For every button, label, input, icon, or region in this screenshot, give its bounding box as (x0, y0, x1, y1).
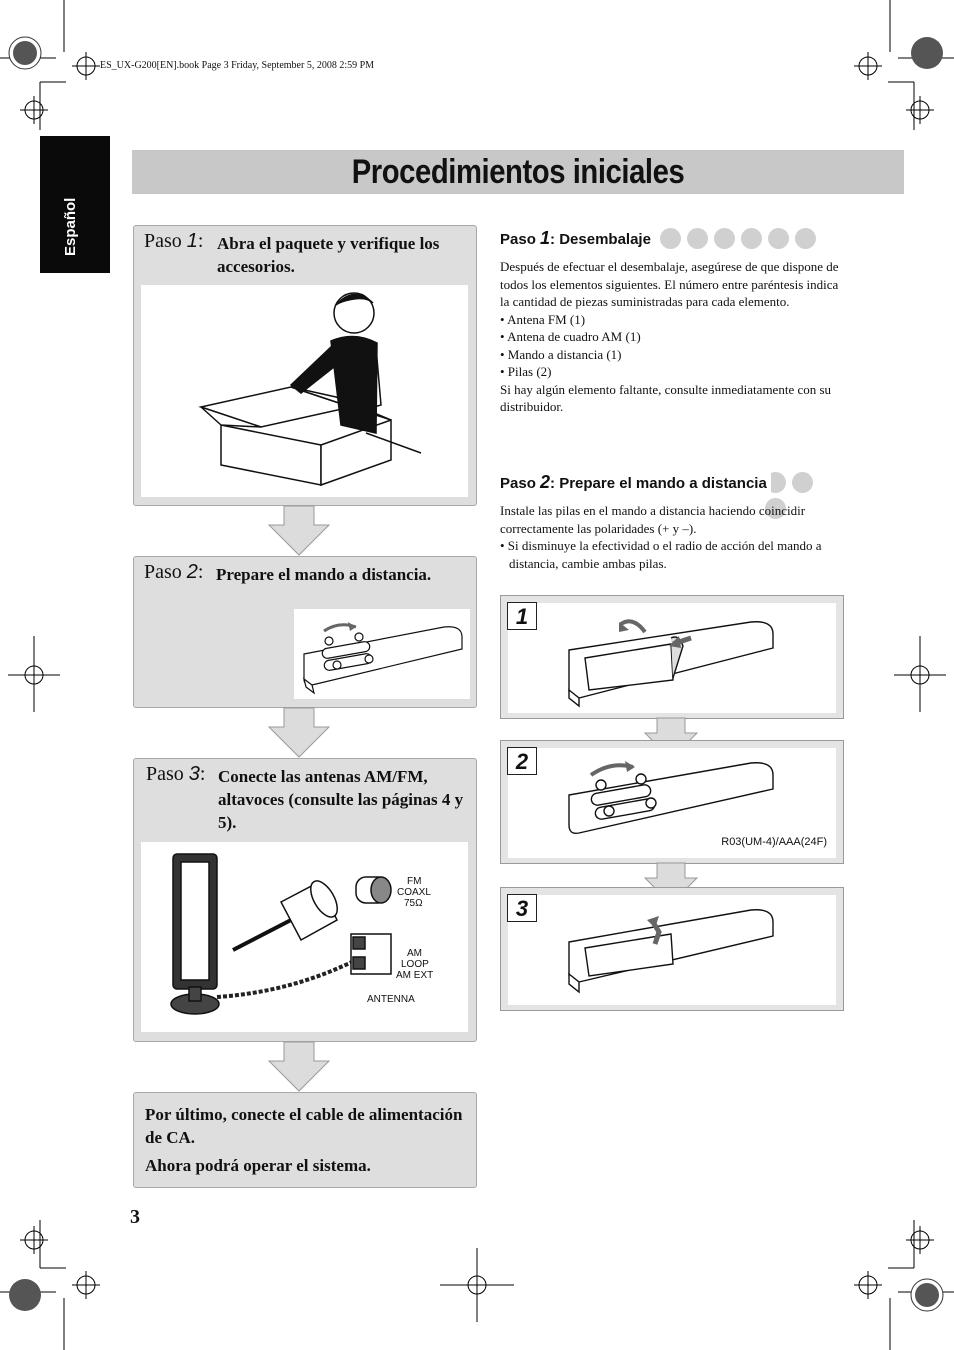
flow-arrow-1 (267, 505, 331, 557)
section-1-heading (500, 226, 845, 252)
unpacking-illustration (141, 285, 468, 497)
flow-step-3 (133, 758, 477, 1042)
label-75-ohm: 75Ω (404, 898, 423, 909)
page-number: 3 (130, 1206, 140, 1228)
remote-small-illustration (294, 609, 470, 699)
final-note: Ahora podrá operar el sistema. (145, 1156, 371, 1175)
paso-number: 1 (186, 230, 198, 252)
title-bar (132, 150, 904, 194)
remote-open-cover-drawing (561, 610, 781, 710)
label-am: AM (407, 948, 422, 959)
antenna-drawing (141, 842, 468, 1032)
figure-number-2: 2 (507, 747, 537, 775)
remote-insert-batteries-drawing (561, 755, 781, 840)
paso-number: 2 (186, 561, 198, 583)
flow-step-3-heading (146, 763, 205, 786)
section-2-title: Paso 2: Prepare el mando a distancia (500, 472, 771, 493)
paso-colon: : (197, 230, 204, 252)
flow-step-2-heading (144, 561, 203, 584)
paso-word: Paso (144, 561, 187, 583)
antenna-illustration (141, 842, 468, 1032)
section-2-heading (500, 470, 845, 496)
figure-step-1 (500, 595, 844, 719)
list-item: • Antena de cuadro AM (1) (500, 329, 641, 344)
figure-step-2 (500, 740, 844, 864)
paso-word: Paso (144, 230, 187, 252)
list-item: • Pilas (2) (500, 364, 552, 379)
language-tab-label: Español (62, 197, 79, 256)
section-1-intro: Después de efectuar el desembalaje, asegúrese de que dispone de todos los elementos siguientes. El número entre paréntesis indica la cantidad de piezas suministradas para cada elemento. (500, 259, 839, 309)
section-1-body (500, 258, 845, 416)
flow-step-2 (133, 556, 477, 708)
flow-final (133, 1092, 477, 1188)
flow-arrow-3 (267, 1041, 331, 1093)
remote-close-cover-drawing (561, 902, 781, 997)
flow-step-2-text: Prepare el mando a distancia. (216, 565, 432, 584)
section-2-bullet: • Si disminuye la efectividad o el radio de acción del mando a distancia, cambie ambas pilas. (500, 538, 822, 571)
section-1-outro: Si hay algún elemento faltante, consulte inmediatamente con su distribuidor. (500, 381, 832, 414)
paso-number: 3 (188, 763, 200, 785)
decorative-dots (765, 472, 845, 494)
flow-step-1 (133, 225, 477, 506)
paso-word: Paso (146, 763, 189, 785)
label-antenna: ANTENNA (367, 994, 415, 1005)
final-instruction: Por último, conecte el cable de alimentación de CA. (145, 1105, 463, 1147)
section-2-body (500, 502, 845, 572)
figure-step-3 (500, 887, 844, 1011)
label-fm: FM (407, 876, 422, 887)
label-loop: LOOP (401, 959, 429, 970)
section-1-title: Paso 1: Desembalaje (500, 228, 655, 249)
list-item: • Mando a distancia (1) (500, 346, 622, 362)
flow-step-3-text: Conecte las antenas AM/FM, altavoces (consulte las páginas 4 y 5). (218, 767, 464, 832)
battery-spec: R03(UM-4)/AAA(24F) (721, 836, 827, 848)
flow-arrow-2 (267, 707, 331, 759)
page-title: Procedimientos iniciales (351, 153, 685, 191)
label-am-ext: AM EXT (396, 970, 434, 981)
paso-colon: : (199, 763, 206, 785)
unpacking-drawing (141, 285, 468, 497)
figure-number-3: 3 (507, 894, 537, 922)
remote-battery-drawing (294, 609, 470, 699)
list-item: • Antena FM (1) (500, 311, 586, 327)
print-header-meta: ES_UX-G200[EN].book Page 3 Friday, September 5, 2008 2:59 PM (100, 60, 375, 71)
figure-number-1: 1 (507, 602, 537, 630)
language-tab (40, 136, 110, 273)
flow-step-1-text: Abra el paquete y verifique los accesorios. (217, 234, 440, 276)
label-coaxl: COAXL (397, 887, 431, 898)
section-2-intro: Instale las pilas en el mando a distancia haciendo coincidir correctamente las polaridades (+ y –). (500, 503, 806, 536)
paso-colon: : (197, 561, 204, 583)
